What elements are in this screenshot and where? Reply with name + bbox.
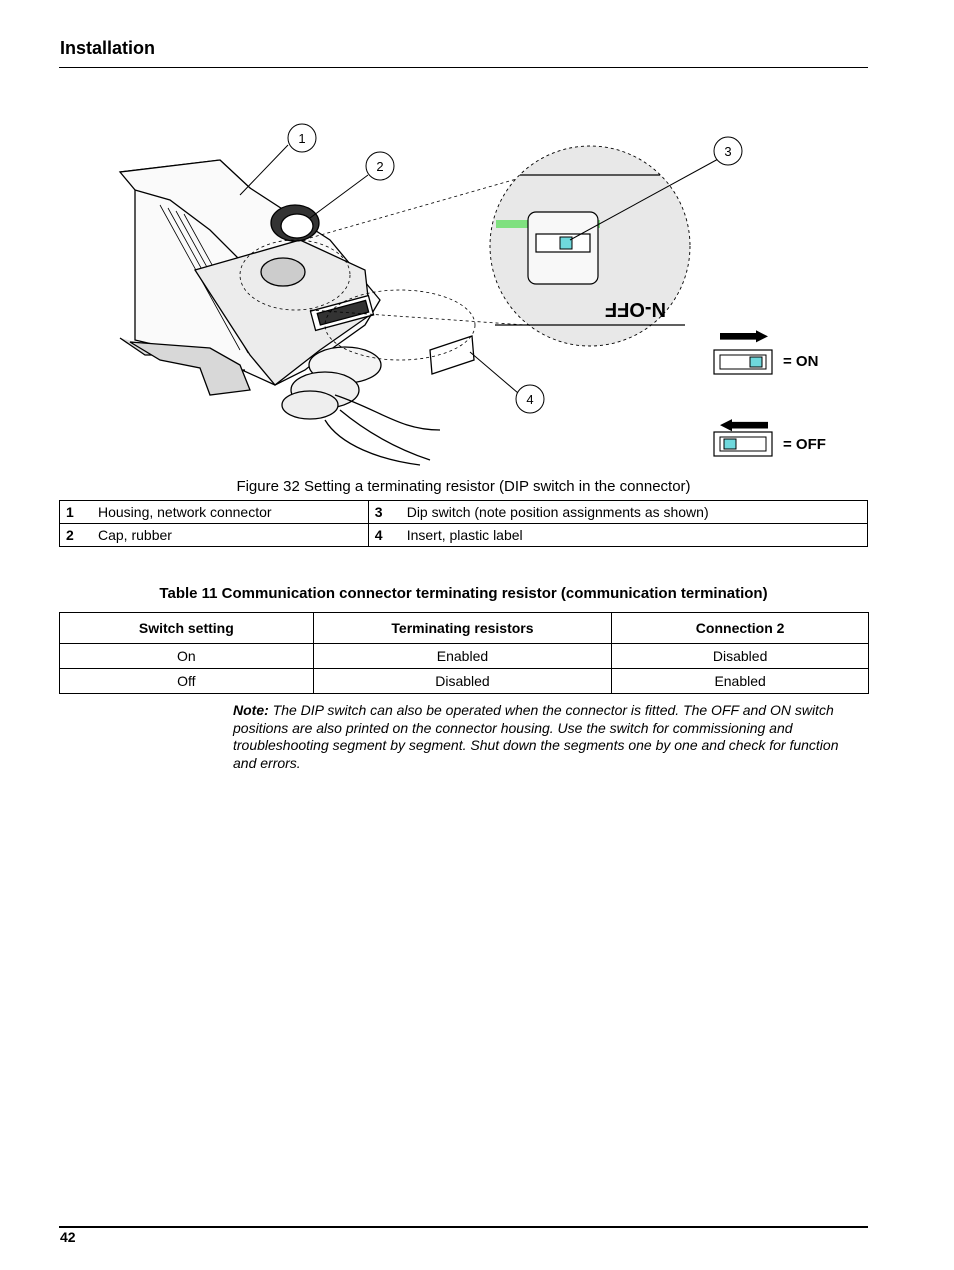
table-cell: Enabled xyxy=(612,669,869,694)
dip-switch-closeup xyxy=(490,146,690,346)
legend-text: Housing, network connector xyxy=(92,501,368,524)
table-cell: Disabled xyxy=(313,669,612,694)
column-header: Switch setting xyxy=(60,613,314,644)
figure-legend-table xyxy=(59,500,868,547)
table-cell: Off xyxy=(60,669,314,694)
termination-table xyxy=(59,612,869,694)
switch-off-icon xyxy=(714,419,772,456)
legend-number: 2 xyxy=(60,524,93,547)
table-header-row xyxy=(60,613,869,644)
off-label: = OFF xyxy=(783,436,826,453)
on-label: = ON xyxy=(783,353,819,370)
table-row xyxy=(60,501,868,524)
callout-1: 1 xyxy=(298,131,306,146)
note-label: Note: xyxy=(233,702,269,718)
note-text: The DIP switch can also be operated when the connector is fitted. The OFF and ON switch positions are also printed on the connector housing. Use the switch for commissioning and troubleshooting segment by segment. Shut down the segments one by one and check for function and errors. xyxy=(233,702,839,771)
closeup-label: N-OFF xyxy=(604,298,666,320)
table-row xyxy=(60,524,868,547)
legend-text: Dip switch (note position assignments as shown) xyxy=(401,501,868,524)
connector-figure xyxy=(100,110,860,475)
page-number: 42 xyxy=(60,1229,76,1245)
table-row xyxy=(60,669,869,694)
table-title: Table 11 Communication connector terminating resistor (communication termination) xyxy=(159,585,768,602)
legend-text: Insert, plastic label xyxy=(401,524,868,547)
header-divider xyxy=(59,67,868,68)
table-cell: Disabled xyxy=(612,644,869,669)
footer-divider xyxy=(59,1226,868,1228)
legend-number: 3 xyxy=(368,501,401,524)
column-header: Connection 2 xyxy=(612,613,869,644)
legend-number: 4 xyxy=(368,524,401,547)
page-section-title: Installation xyxy=(60,38,156,58)
table-cell: On xyxy=(60,644,314,669)
table-cell: Enabled xyxy=(313,644,612,669)
callout-3: 3 xyxy=(724,144,732,159)
legend-number: 1 xyxy=(60,501,93,524)
connector-housing-illustration xyxy=(120,160,474,465)
callout-4: 4 xyxy=(526,392,534,407)
note-paragraph xyxy=(233,702,863,772)
column-header: Terminating resistors xyxy=(313,613,612,644)
figure-caption: Figure 32 Setting a terminating resistor (DIP switch in the connector) xyxy=(236,478,691,495)
callout-2: 2 xyxy=(376,159,384,174)
legend-text: Cap, rubber xyxy=(92,524,368,547)
switch-on-icon xyxy=(714,330,772,374)
table-row xyxy=(60,644,869,669)
